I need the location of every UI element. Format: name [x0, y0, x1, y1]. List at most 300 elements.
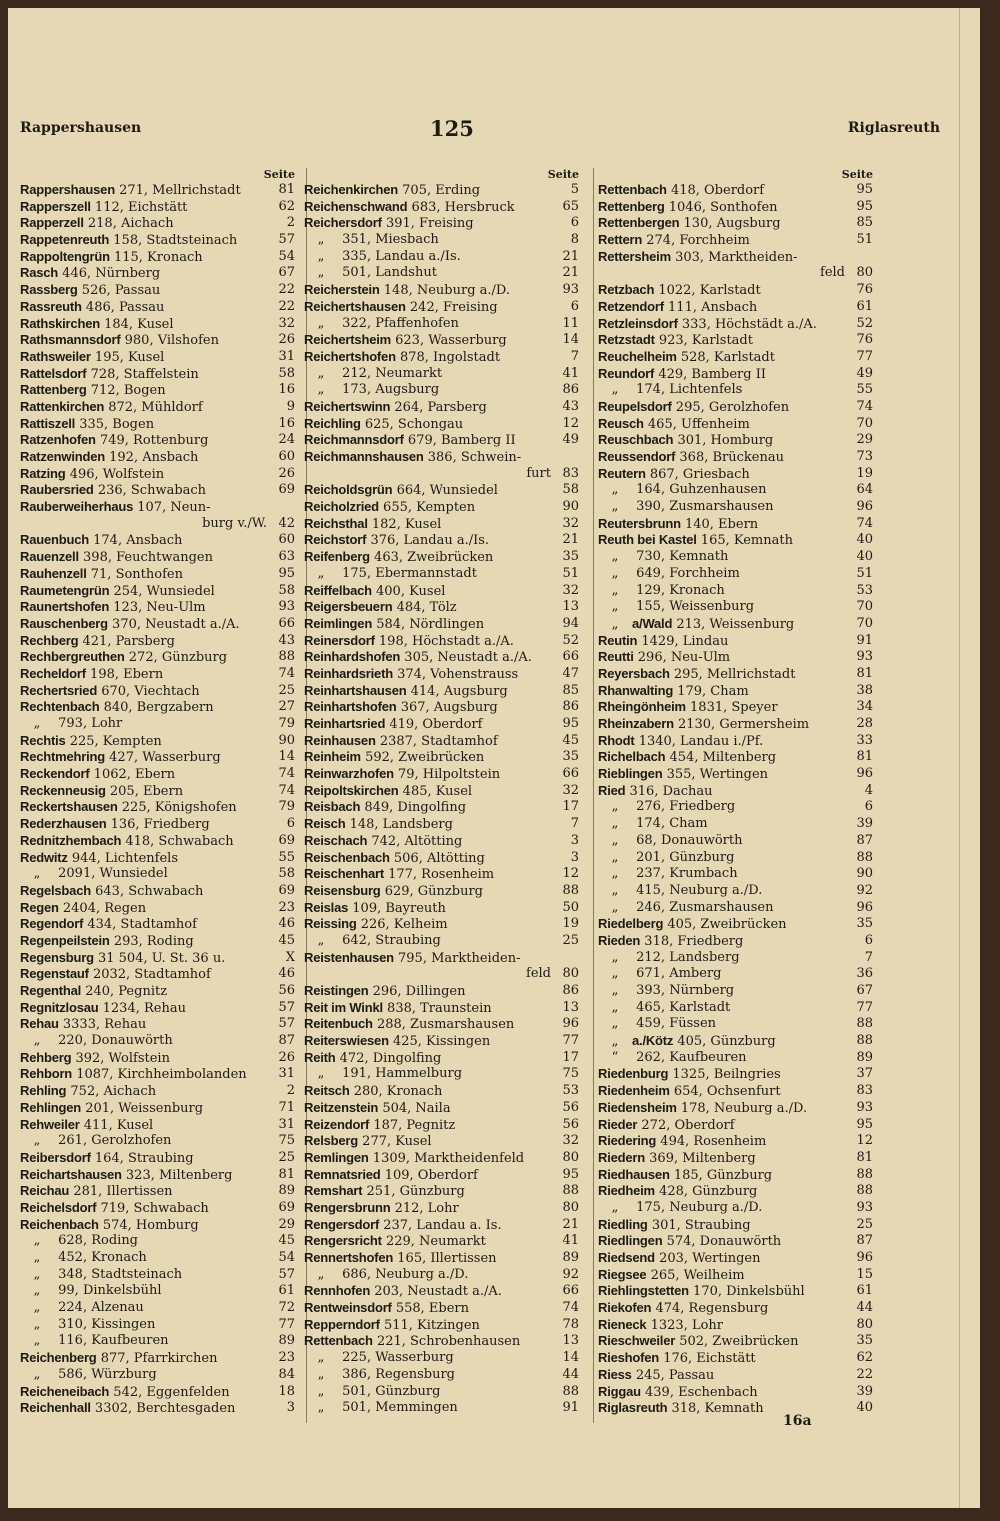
directory-entry — [20, 182, 295, 199]
directory-entry — [20, 599, 295, 616]
page-reference: 35 — [562, 549, 579, 565]
directory-entry — [20, 1317, 295, 1334]
place-suffix: a/Wald — [632, 615, 673, 631]
place-name: Reigersbeuern — [304, 599, 393, 615]
ditto-mark: „ — [33, 1283, 41, 1299]
entry-details: 686, Neuburg a./D. — [342, 1266, 469, 1282]
directory-entry — [304, 649, 579, 666]
entry-text — [304, 1083, 553, 1100]
ditto-mark: „ — [317, 1366, 325, 1382]
place-name: Rauenbuch — [20, 532, 89, 548]
entry-details: 623, Wasserburg — [395, 333, 507, 349]
place-name: Rechtis — [20, 732, 66, 748]
entry-text — [20, 983, 269, 1000]
entry-details: 1323, Lohr — [650, 1317, 724, 1333]
entry-details: 1062, Ebern — [93, 767, 176, 783]
ditto-mark: „ — [33, 1033, 41, 1049]
entry-text — [20, 1300, 269, 1317]
page-reference: 69 — [278, 482, 295, 498]
entry-text — [598, 1217, 847, 1234]
directory-entry — [304, 549, 579, 566]
ditto-mark: „ — [611, 966, 619, 982]
directory-entry — [598, 599, 873, 616]
ditto-mark: „ — [33, 1233, 41, 1249]
directory-entry — [304, 1200, 579, 1217]
entry-details: 1087, Kirchheimbolanden — [76, 1067, 247, 1083]
directory-entry — [20, 783, 295, 800]
page-reference: 90 — [562, 499, 579, 515]
page-reference: 38 — [856, 682, 873, 698]
page-reference: 88 — [562, 882, 579, 898]
entry-text — [598, 933, 847, 950]
place-name: Regen — [20, 899, 59, 915]
place-name: Reichsthal — [304, 515, 368, 531]
page-reference: 14 — [562, 1350, 579, 1366]
directory-entry — [598, 499, 873, 516]
place-name: Reundorf — [598, 365, 655, 381]
entry-text — [304, 1300, 553, 1317]
directory-entry — [20, 1100, 295, 1117]
entry-text — [304, 966, 553, 983]
entry-text — [304, 332, 553, 349]
directory-entry — [304, 1300, 579, 1317]
place-name: Regelsbach — [20, 882, 91, 898]
directory-entry — [598, 683, 873, 700]
entry-details: 501, Landshut — [342, 265, 437, 281]
entry-details: 2032, Stadtamhof — [92, 967, 211, 983]
place-name: Raumetengrün — [20, 582, 110, 598]
directory-entry — [598, 699, 873, 716]
directory-entry — [598, 783, 873, 800]
entry-text — [20, 1283, 269, 1300]
directory-entry — [20, 1350, 295, 1367]
seite-label: Seite — [841, 168, 873, 181]
entry-text — [304, 716, 553, 733]
place-name: Ried — [598, 782, 626, 798]
directory-entry — [304, 1267, 579, 1284]
page-reference: 67 — [278, 265, 295, 281]
entry-details: 434, Stadtamhof — [87, 917, 197, 933]
entry-text — [598, 749, 847, 766]
entry-details: 251, Günzburg — [366, 1184, 465, 1200]
directory-entry — [598, 666, 873, 683]
page-reference: 39 — [856, 1383, 873, 1399]
entry-details: 318, Friedberg — [644, 933, 744, 949]
directory-entry — [20, 1050, 295, 1067]
directory-entry — [598, 1267, 873, 1284]
directory-entry — [20, 1150, 295, 1167]
entry-details: 849, Dingolfing — [364, 800, 467, 816]
entry-details: 271, Mellrichstadt — [119, 183, 241, 198]
entry-details: 3302, Berchtesgaden — [94, 1401, 236, 1417]
entry-details: 203, Neustadt a./A. — [374, 1284, 502, 1300]
page-reference: 80 — [562, 1149, 579, 1165]
directory-entry — [598, 549, 873, 566]
entry-text — [598, 916, 847, 933]
directory-entry — [598, 466, 873, 483]
ditto-mark: „ — [611, 899, 619, 915]
entry-details: 213, Weissenburg — [676, 616, 795, 632]
page-reference: 77 — [562, 1033, 579, 1049]
directory-entry — [20, 1333, 295, 1350]
entry-text — [304, 583, 553, 600]
place-name: Reinhartsried — [304, 716, 386, 731]
page-reference: 41 — [562, 1233, 579, 1249]
place-name: Rettern — [598, 232, 643, 248]
entry-details: 664, Wunsiedel — [396, 483, 498, 499]
entry-text — [598, 499, 847, 516]
page-reference: 92 — [562, 1266, 579, 1282]
entry-text — [304, 933, 553, 950]
page-reference: 87 — [278, 1033, 295, 1049]
place-name: Reuth bei Kastel — [598, 532, 697, 548]
entry-details: 405, Günzburg — [677, 1034, 776, 1050]
entry-details: 419, Oberdorf — [389, 717, 483, 732]
page-reference: 4 — [864, 782, 873, 798]
entry-text — [20, 1200, 269, 1217]
page-reference: 45 — [278, 1233, 295, 1249]
entry-text — [598, 299, 847, 316]
directory-entry — [304, 1050, 579, 1067]
entry-text — [598, 1384, 847, 1401]
entry-details: 1340, Landau i./Pf. — [638, 733, 764, 749]
entry-text — [304, 466, 553, 483]
directory-entry — [20, 1367, 295, 1384]
directory-entry — [20, 199, 295, 216]
place-name: Riggau — [598, 1383, 641, 1399]
page-reference: 54 — [278, 1250, 295, 1265]
entry-details: 226, Kelheim — [360, 917, 448, 933]
page-reference: X — [285, 949, 295, 965]
place-name: Reinhartshofen — [304, 699, 397, 715]
page-reference: 51 — [856, 232, 873, 248]
entry-text — [304, 516, 553, 533]
entry-text — [20, 566, 269, 583]
entry-details: 191, Hammelburg — [342, 1066, 463, 1082]
entry-details: 484, Tölz — [396, 600, 457, 616]
page-reference: 93 — [856, 1099, 873, 1115]
entry-details: 454, Miltenberg — [669, 750, 777, 766]
entry-details: 628, Roding — [58, 1233, 139, 1249]
place-name: Reischenbach — [304, 849, 390, 865]
entry-details: 393, Nürnberg — [636, 983, 735, 998]
page-reference: 69 — [278, 882, 295, 898]
page-reference: 88 — [856, 1166, 873, 1182]
page-reference: 19 — [856, 465, 873, 481]
entry-text — [20, 449, 269, 466]
place-name: Rasch — [20, 265, 59, 281]
entry-details: 293, Roding — [113, 933, 194, 949]
entry-text — [20, 1400, 269, 1417]
page-reference: 29 — [278, 1216, 295, 1232]
entry-details: 425, Kissingen — [392, 1034, 491, 1050]
place-name: Rennhofen — [304, 1283, 371, 1299]
entry-text — [304, 1350, 553, 1367]
directory-entry — [304, 1100, 579, 1117]
place-name: Rauschenberg — [20, 615, 108, 631]
directory-entry — [20, 1384, 295, 1401]
page-reference: 16 — [278, 382, 295, 398]
page-reference: 46 — [278, 916, 295, 932]
entry-details: 229, Neumarkt — [385, 1234, 486, 1250]
directory-entry — [304, 866, 579, 883]
directory-entry — [20, 366, 295, 383]
page-reference: 57 — [278, 1016, 295, 1032]
page-reference: 13 — [562, 999, 579, 1015]
entry-details: 840, Bergzabern — [103, 700, 214, 716]
directory-entry — [304, 1317, 579, 1334]
directory-entry — [598, 983, 873, 1000]
entry-details: 465, Karlstadt — [636, 999, 731, 1015]
page-reference: 55 — [278, 849, 295, 865]
directory-entry — [598, 416, 873, 433]
place-name: Reislas — [304, 899, 349, 915]
page-reference: 52 — [856, 315, 873, 331]
entry-details: 2091, Wunsiedel — [58, 866, 168, 882]
entry-text — [598, 1367, 847, 1384]
entry-details: 112, Eichstätt — [94, 199, 188, 215]
ditto-mark: „ — [611, 849, 619, 865]
seite-label: Seite — [547, 168, 579, 181]
place-name: Riegsee — [598, 1266, 647, 1282]
page-reference: 32 — [562, 582, 579, 598]
place-name: Remshart — [304, 1183, 363, 1199]
entry-details: 136, Friedberg — [110, 817, 210, 833]
place-name: Rapperszell — [20, 198, 91, 214]
continuation-text: feld — [820, 265, 845, 281]
entry-text — [304, 282, 553, 299]
entry-details: 485, Kusel — [402, 783, 473, 799]
directory-entry — [20, 683, 295, 700]
entry-details: 296, Dillingen — [372, 984, 466, 999]
directory-entry — [304, 900, 579, 917]
entry-text — [304, 566, 553, 583]
ditto-mark: „ — [611, 549, 619, 565]
ditto-mark: „ — [611, 582, 619, 598]
entry-text — [304, 532, 553, 549]
page-reference: 53 — [562, 1083, 579, 1099]
place-name: Reichenkirchen — [304, 182, 399, 197]
directory-entry — [304, 1150, 579, 1167]
page-reference: 43 — [278, 632, 295, 648]
entry-text — [304, 1367, 553, 1384]
ditto-mark: „ — [611, 499, 619, 515]
page-reference: 77 — [278, 1316, 295, 1332]
directory-entry — [20, 566, 295, 583]
entry-text — [304, 599, 553, 616]
entry-text — [20, 749, 269, 766]
page-reference: 14 — [278, 749, 295, 765]
entry-text — [304, 783, 553, 800]
page-reference: 62 — [856, 1350, 873, 1366]
place-name: Reichenhall — [20, 1400, 91, 1416]
page-reference: 32 — [278, 315, 295, 331]
entry-details: 264, Parsberg — [394, 399, 487, 415]
directory-entry — [304, 666, 579, 683]
place-name: Rheingönheim — [598, 699, 686, 715]
page-reference: 79 — [278, 799, 295, 815]
directory-entry — [598, 566, 873, 583]
directory-entry — [304, 1016, 579, 1033]
entry-details: 526, Passau — [81, 283, 161, 299]
place-name: Riedelberg — [598, 916, 664, 932]
page-reference: 14 — [562, 332, 579, 348]
ditto-mark: „ — [611, 882, 619, 898]
directory-entry — [598, 1016, 873, 1033]
place-name: Reusch — [598, 415, 644, 431]
entry-text — [598, 332, 847, 349]
directory-entry — [20, 649, 295, 666]
directory-entry — [20, 1267, 295, 1284]
page-reference: 54 — [278, 248, 295, 264]
page-reference: 26 — [278, 332, 295, 348]
page-reference: 6 — [286, 816, 295, 832]
page-reference: 36 — [856, 966, 873, 982]
directory-entry — [598, 1200, 873, 1217]
directory-entry — [598, 482, 873, 499]
entry-text — [304, 1400, 553, 1417]
entry-text — [304, 916, 553, 933]
entry-text — [304, 1033, 553, 1050]
entry-details: 276, Friedberg — [636, 799, 736, 815]
page-reference: 16 — [278, 415, 295, 431]
page-reference: 65 — [562, 198, 579, 214]
place-name: Reyersbach — [598, 665, 670, 681]
page-reference: 44 — [562, 1366, 579, 1382]
entry-details: 109, Bayreuth — [352, 900, 446, 916]
directory-entry — [20, 416, 295, 433]
page-reference: 87 — [856, 832, 873, 848]
place-name: Reuchelheim — [598, 348, 677, 364]
directory-entry — [20, 749, 295, 766]
directory-entry — [598, 900, 873, 917]
directory-entry — [598, 799, 873, 816]
entry-details: 335, Bogen — [79, 416, 155, 432]
entry-details: 274, Forchheim — [646, 233, 750, 249]
directory-entry — [20, 633, 295, 650]
entry-details: 305, Neustadt a./A. — [404, 650, 532, 666]
entry-text — [304, 749, 553, 766]
page-reference: 57 — [278, 232, 295, 248]
page-reference: 52 — [562, 632, 579, 648]
entry-text — [598, 799, 847, 816]
page-reference: 86 — [562, 983, 579, 998]
entry-details: 923, Karlstadt — [658, 333, 753, 349]
place-name: Reinhausen — [304, 732, 376, 748]
entry-details: 730, Kemnath — [636, 549, 729, 565]
ditto-mark: „ — [611, 832, 619, 848]
entry-text — [598, 1100, 847, 1117]
directory-entry — [20, 1300, 295, 1317]
directory-entry — [20, 449, 295, 466]
directory-entry — [598, 766, 873, 783]
entry-details: 944, Lichtenfels — [71, 850, 179, 866]
entry-details: 237, Landau a. Is. — [383, 1217, 502, 1233]
ditto-mark: „ — [611, 799, 619, 815]
entry-text — [304, 232, 553, 249]
place-name: Rennertshofen — [304, 1250, 394, 1265]
entry-details: 140, Ebern — [684, 516, 759, 532]
page-reference: 27 — [278, 699, 295, 715]
entry-details: 116, Kaufbeuren — [58, 1333, 169, 1349]
entry-details: 574, Donauwörth — [666, 1234, 782, 1250]
ditto-mark: „ — [611, 866, 619, 882]
page-reference: 33 — [856, 732, 873, 748]
directory-entry — [598, 1217, 873, 1234]
entry-details: 71, Sonthofen — [90, 566, 183, 582]
page-reference: 69 — [278, 832, 295, 848]
entry-details: 398, Feuchtwangen — [83, 550, 213, 566]
entry-text — [304, 182, 553, 199]
page-reference: 34 — [856, 699, 873, 715]
directory-entry — [304, 332, 579, 349]
entry-text — [598, 666, 847, 683]
entry-text — [20, 1066, 269, 1083]
page-reference: 25 — [278, 1149, 295, 1165]
place-name: Reichenschwand — [304, 198, 408, 214]
place-name: Reinwarzhofen — [304, 766, 394, 782]
directory-entry — [20, 900, 295, 917]
directory-entry — [20, 833, 295, 850]
place-name: Reckenneusig — [20, 782, 106, 798]
directory-entry — [304, 1283, 579, 1300]
entry-details: 3333, Rehau — [62, 1017, 147, 1033]
place-name: Rappershausen — [20, 182, 115, 197]
entry-text — [20, 215, 269, 232]
page-reference: 47 — [562, 665, 579, 681]
place-name: Rieder — [598, 1116, 638, 1132]
entry-text — [304, 799, 553, 816]
entry-text — [598, 683, 847, 700]
place-name: Retzstadt — [598, 332, 655, 348]
entry-text — [20, 182, 269, 199]
directory-entry — [20, 1283, 295, 1300]
place-name: Reichmannsdorf — [304, 432, 404, 448]
directory-entry — [20, 432, 295, 449]
page-reference: 19 — [562, 916, 579, 932]
directory-entry — [20, 666, 295, 683]
entry-details: 322, Pfaffenhofen — [342, 315, 459, 331]
directory-entry — [598, 716, 873, 733]
entry-details: 370, Neustadt a./A. — [112, 616, 240, 632]
page-reference: 95 — [856, 182, 873, 197]
place-name: Reinhartshausen — [304, 682, 407, 698]
place-name: Rauhenzell — [20, 565, 87, 581]
entry-details: 877, Pfarrkirchen — [100, 1351, 218, 1367]
directory-entry — [598, 399, 873, 416]
entry-details: 452, Kronach — [58, 1250, 147, 1265]
entry-details: 351, Miesbach — [342, 232, 439, 248]
entry-details: 400, Kusel — [376, 583, 446, 599]
entry-text — [20, 633, 269, 650]
place-name: Reuschbach — [598, 432, 674, 448]
place-name: Rehling — [20, 1083, 67, 1099]
entry-text — [20, 499, 269, 516]
entry-details: 655, Kempten — [383, 500, 476, 516]
entry-details: 502, Zweibrücken — [679, 1334, 799, 1350]
entry-details: 369, Miltenberg — [649, 1150, 756, 1166]
entry-details: 129, Kronach — [636, 582, 725, 598]
entry-details: 242, Freising — [409, 299, 498, 315]
directory-entry — [304, 616, 579, 633]
page-reference: 32 — [562, 1133, 579, 1149]
place-name: Rettenberg — [598, 198, 665, 214]
ditto-mark: „ — [33, 1133, 41, 1149]
entry-text — [20, 232, 269, 249]
directory-entry — [304, 432, 579, 449]
ditto-mark: „ — [33, 1250, 41, 1265]
directory-entry — [20, 1217, 295, 1234]
